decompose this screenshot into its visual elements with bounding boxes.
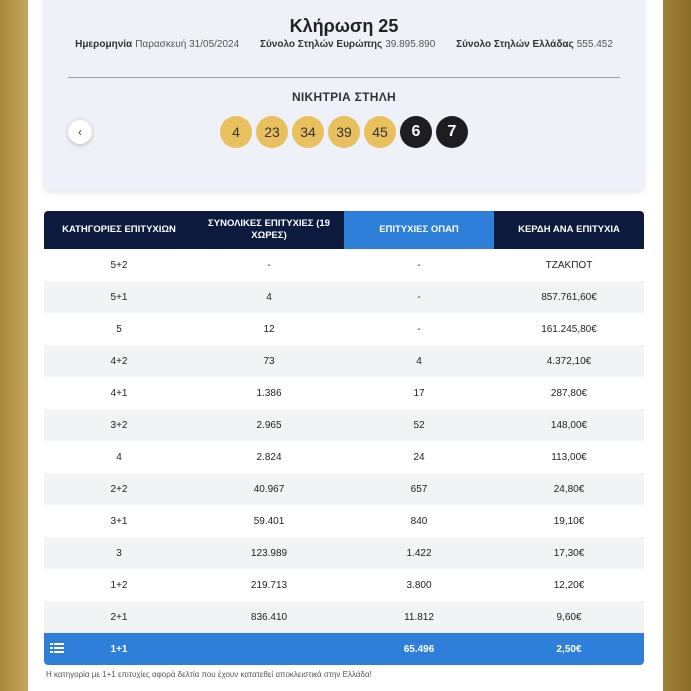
prize-cell: 161.245,80€ (494, 313, 644, 345)
date-value: Παρασκευή 31/05/2024 (135, 39, 240, 50)
category-cell (44, 633, 194, 665)
total-wins-cell: - (194, 249, 344, 281)
opap-wins-cell: - (344, 281, 494, 313)
number-ball: 34 (292, 116, 324, 148)
greece-total-label: Σύνολο Στηλών Ελλάδας (456, 39, 574, 50)
table-row (44, 313, 644, 345)
draw-title: Κλήρωση 25 (289, 16, 399, 36)
table-row (44, 505, 644, 537)
opap-wins-cell: 3.800 (344, 569, 494, 601)
number-ball: 4 (220, 116, 252, 148)
prize-cell: 148,00€ (494, 409, 644, 441)
europe-total-value: 39.895.890 (385, 39, 436, 50)
category-cell: 2+2 (44, 473, 194, 505)
category-cell: 1+2 (44, 569, 194, 601)
prize-cell: 4.372,10€ (494, 345, 644, 377)
category-cell: 5+2 (44, 249, 194, 281)
number-ball: 23 (256, 116, 288, 148)
total-wins-cell: 2.824 (194, 441, 344, 473)
europe-total-label: Σύνολο Στηλών Ευρώπης (259, 39, 383, 50)
date-label: Ημερομηνία (75, 39, 133, 50)
footnote: Η κατηγορία με 1+1 επιτυχίες αφορά δελτία που έχουν κατατεθεί αποκλειστικά στην Ελλάδα! (46, 670, 372, 679)
total-wins-cell: 1.386 (194, 377, 344, 409)
opap-wins-cell: 1.422 (344, 537, 494, 569)
prize-cell: 113,00€ (494, 441, 644, 473)
total-wins-cell (194, 633, 344, 665)
total-wins-cell: 12 (194, 313, 344, 345)
total-wins-cell: 219.713 (194, 569, 344, 601)
opap-wins-cell: 17 (344, 377, 494, 409)
prize-cell: 857.761,60€ (494, 281, 644, 313)
number-ball: 45 (364, 116, 396, 148)
list-icon (50, 642, 64, 654)
table-row (44, 409, 644, 441)
greece-total-value: 555.452 (576, 39, 613, 50)
category-cell: 4 (44, 441, 194, 473)
prize-cell: 24,80€ (494, 473, 644, 505)
winning-numbers (220, 116, 468, 148)
table-row (44, 441, 644, 473)
total-wins-cell: 836.410 (194, 601, 344, 633)
category-label: 1+1 (110, 643, 128, 655)
category-cell: 5+1 (44, 281, 194, 313)
opap-wins-cell: 840 (344, 505, 494, 537)
category-cell: 3 (44, 537, 194, 569)
prize-cell: 9,60€ (494, 601, 644, 633)
prize-cell: 17,30€ (494, 537, 644, 569)
total-wins-cell: 2.965 (194, 409, 344, 441)
category-cell: 2+1 (44, 601, 194, 633)
table-row (44, 345, 644, 377)
opap-wins-cell: - (344, 313, 494, 345)
previous-draw-button[interactable] (68, 120, 92, 144)
opap-wins-cell: 52 (344, 409, 494, 441)
category-cell: 3+1 (44, 505, 194, 537)
opap-wins-cell: 11.812 (344, 601, 494, 633)
draw-card (44, 0, 644, 190)
page-container (28, 0, 663, 691)
table-row (44, 473, 644, 505)
table-row (44, 537, 644, 569)
prize-cell: 19,10€ (494, 505, 644, 537)
total-wins-cell: 73 (194, 345, 344, 377)
table-row (44, 281, 644, 313)
opap-wins-cell: 4 (344, 345, 494, 377)
category-cell: 5 (44, 313, 194, 345)
number-ball: 39 (328, 116, 360, 148)
chevron-left-icon: ‹ (78, 125, 82, 139)
prize-cell: 12,20€ (494, 569, 644, 601)
header-prize-per-win: ΚΕΡΔΗ ΑΝΑ ΕΠΙΤΥΧΙΑ (494, 211, 644, 249)
total-wins-cell: 59.401 (194, 505, 344, 537)
draw-meta (44, 39, 644, 50)
header-categories: ΚΑΤΗΓΟΡΙΕΣ ΕΠΙΤΥΧΙΩΝ (44, 211, 194, 249)
prize-cell: 2,50€ (494, 633, 644, 665)
opap-wins-cell: 24 (344, 441, 494, 473)
total-wins-cell: 40.967 (194, 473, 344, 505)
table-row-greece-only (44, 633, 644, 665)
divider (68, 77, 620, 78)
opap-wins-cell: 657 (344, 473, 494, 505)
table-row (44, 249, 644, 281)
opap-wins-cell: - (344, 249, 494, 281)
category-cell: 4+2 (44, 345, 194, 377)
total-wins-cell: 4 (194, 281, 344, 313)
header-opap-wins: ΕΠΙΤΥΧΙΕΣ ΟΠΑΠ (344, 211, 494, 249)
table-row (44, 569, 644, 601)
prize-cell: 287,80€ (494, 377, 644, 409)
prize-cell: ΤΖΑΚΠΟΤ (494, 249, 644, 281)
table-row (44, 377, 644, 409)
table-header-row (44, 211, 644, 249)
euro-number-ball: 7 (436, 116, 468, 148)
winnings-table (44, 211, 644, 665)
category-cell: 4+1 (44, 377, 194, 409)
opap-wins-cell: 65.496 (344, 633, 494, 665)
category-cell: 3+2 (44, 409, 194, 441)
winning-column-label: ΝΙΚΗΤΡΙΑ ΣΤΗΛΗ (291, 90, 397, 104)
header-total-wins: ΣΥΝΟΛΙΚΕΣ ΕΠΙΤΥΧΙΕΣ (19 ΧΩΡΕΣ) (194, 211, 344, 249)
table-row (44, 601, 644, 633)
total-wins-cell: 123.989 (194, 537, 344, 569)
euro-number-ball: 6 (400, 116, 432, 148)
